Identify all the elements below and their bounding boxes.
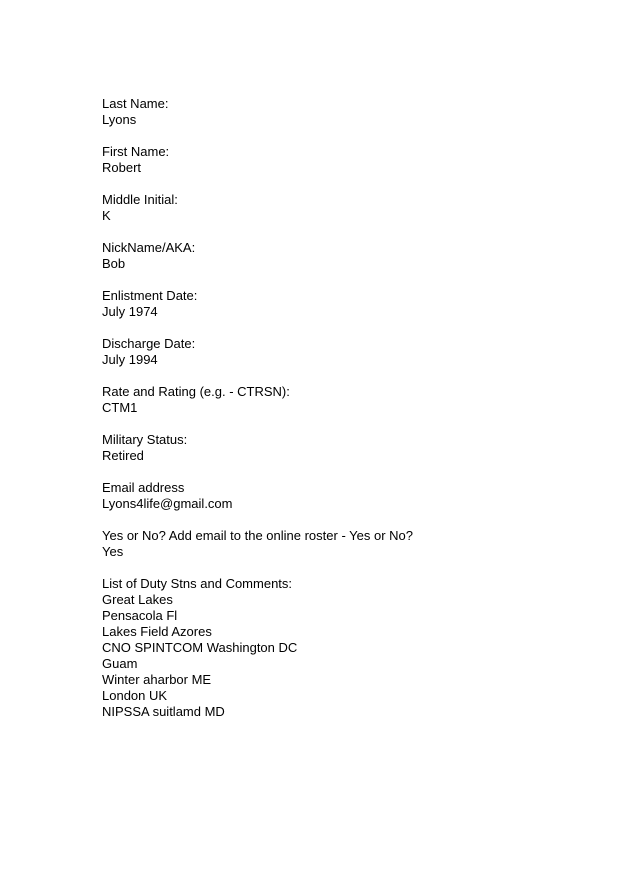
list-item: Great Lakes — [102, 592, 173, 607]
field-label: Last Name: — [102, 96, 169, 111]
field-value: Bob — [102, 256, 126, 271]
field-label: Yes or No? Add email to the online roster - Yes or No? — [102, 528, 413, 543]
field-value: July 1974 — [102, 304, 158, 319]
field-value: Lyons4life@gmail.com — [102, 496, 233, 511]
field-email-address — [102, 480, 622, 512]
field-enlistment-date — [102, 288, 622, 320]
field-label: Email address — [102, 480, 185, 495]
field-value: Lyons — [102, 112, 137, 127]
field-label: Military Status: — [102, 432, 188, 447]
list-item: CNO SPINTCOM Washington DC — [102, 640, 298, 655]
list-item: NIPSSA suitlamd MD — [102, 704, 225, 719]
list-item: Pensacola Fl — [102, 608, 178, 623]
field-roster-consent — [102, 528, 622, 560]
document-body — [102, 96, 622, 736]
field-first-name — [102, 144, 622, 176]
field-label: List of Duty Stns and Comments: — [102, 576, 293, 591]
field-military-status — [102, 432, 622, 464]
field-value: Retired — [102, 448, 144, 463]
field-rate-rating — [102, 384, 622, 416]
field-label: NickName/AKA: — [102, 240, 196, 255]
field-value: CTM1 — [102, 400, 138, 415]
field-middle-initial — [102, 192, 622, 224]
field-label: First Name: — [102, 144, 170, 159]
field-value: K — [102, 208, 111, 223]
field-value: Yes — [102, 544, 124, 559]
field-last-name — [102, 96, 622, 128]
field-label: Middle Initial: — [102, 192, 178, 207]
field-discharge-date — [102, 336, 622, 368]
duty-station-list — [102, 592, 622, 720]
list-item: Lakes Field Azores — [102, 624, 212, 639]
field-label: Enlistment Date: — [102, 288, 198, 303]
field-value: Robert — [102, 160, 142, 175]
field-value: July 1994 — [102, 352, 158, 367]
field-duty-stations — [102, 576, 622, 720]
field-label: Discharge Date: — [102, 336, 196, 351]
field-label: Rate and Rating (e.g. - CTRSN): — [102, 384, 290, 399]
field-nickname — [102, 240, 622, 272]
list-item: London UK — [102, 688, 168, 703]
list-item: Guam — [102, 656, 138, 671]
list-item: Winter aharbor ME — [102, 672, 212, 687]
